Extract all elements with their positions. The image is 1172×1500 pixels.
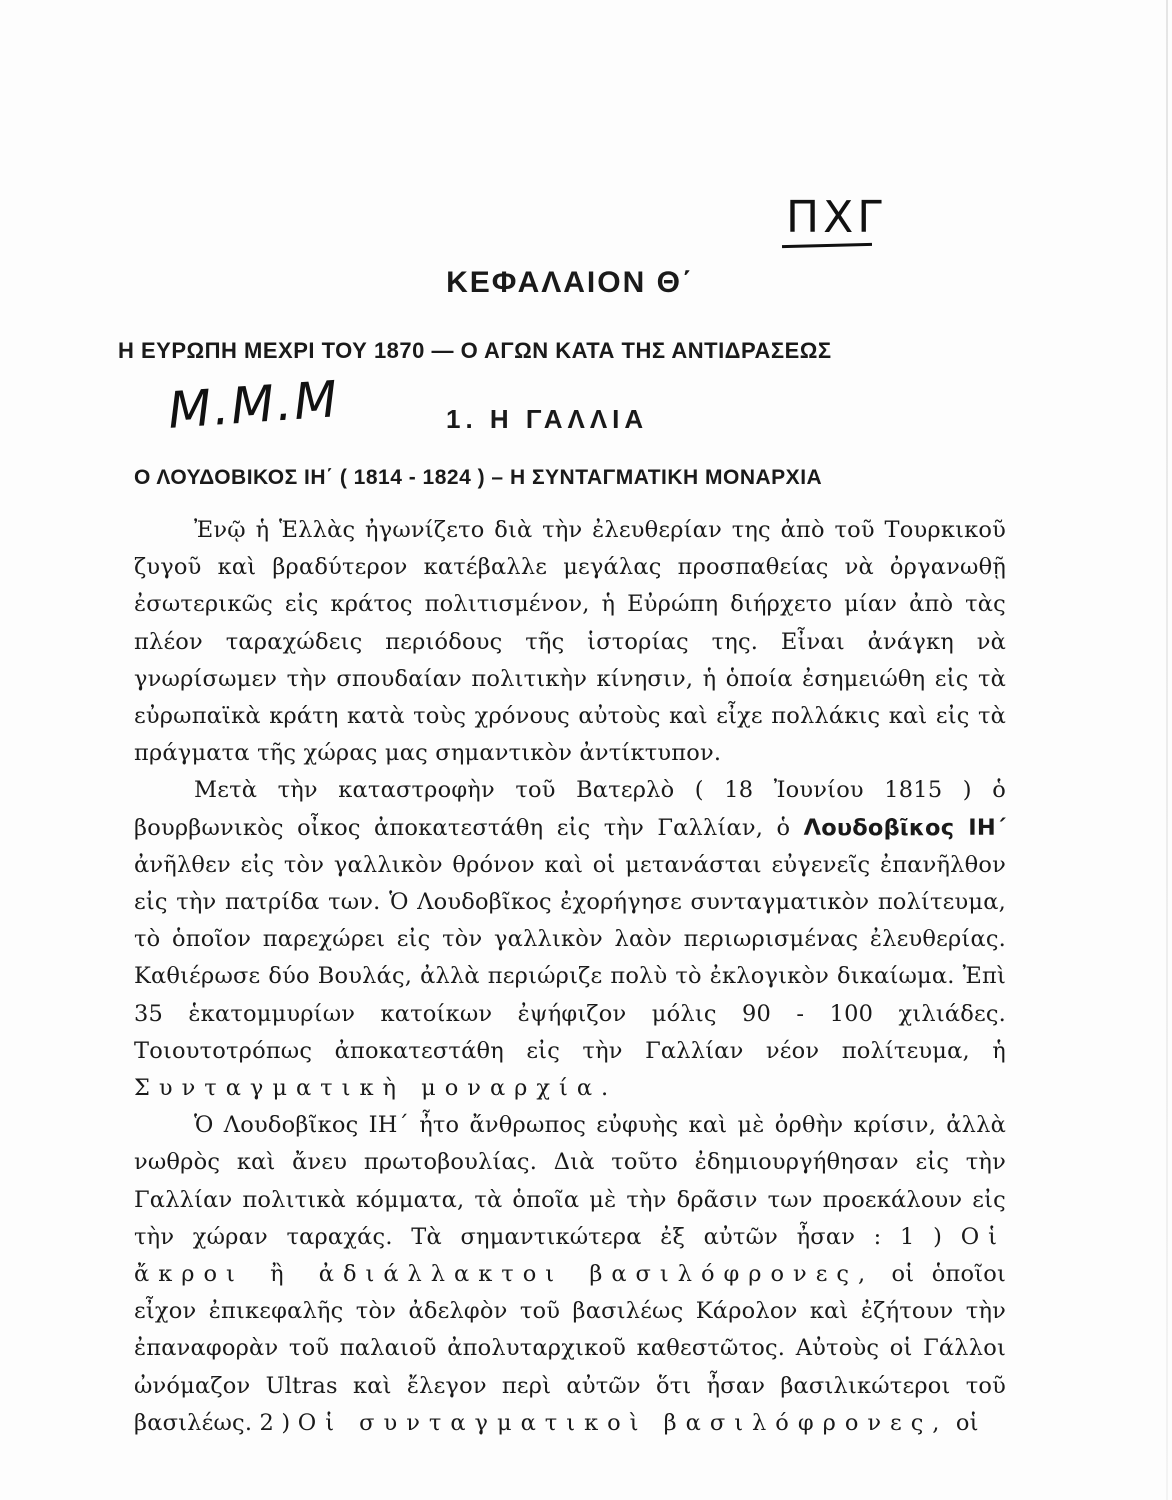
paragraph-3-text-b: οἱ ὁποῖοι εἶχον ἐπικεφαλῆς τὸν ἀδελφὸν τοῦ βασιλέως Κάρολον καὶ ἐζήτουν τὴν ἐπαναφορὰν τοῦ παλαιοῦ ἀπολυταρχικοῦ καθεστῶτος. Αὐτοὺς οἱ Γάλλοι ὠνόμαζον Ultras καὶ ἔλεγον περὶ αὐτῶν ὅτι ἦσαν βασιλικώτεροι τοῦ βασιλέως. 2 ): [134, 1261, 1006, 1436]
subsection-title: Ο ΛΟΥΔΟΒΙΚΟΣ ΙΗ΄ ( 1814 - 1824 ) – Η ΣΥΝΤΑΓΜΑΤΙΚΗ ΜΟΝΑΡΧΙΑ: [134, 466, 823, 489]
chapter-title: ΚΕΦΑΛΑΙΟΝ Θ΄: [446, 266, 694, 299]
spaced-term-constitutional-royalists: Οἱ συνταγματικοὶ βασιλόφρονες,: [297, 1409, 949, 1436]
paragraph-3-text-c: οἱ: [955, 1409, 979, 1436]
bold-name-louis-xviii: Λουδοβῖκος ΙΗ΄: [803, 814, 1007, 841]
section-title: 1. Η ΓΑΛΛΙΑ: [446, 404, 649, 434]
paragraph-3-text-a: Ὁ Λουδοβῖκος ΙΗ΄ ἦτο ἄνθρωπος εὐφυὴς καὶ μὲ ὀρθὴν κρίσιν, ἀλλὰ νωθρὸς καὶ ἄνευ πρωτοβουλίας. Διὰ τοῦτο ἐδημιουργήθησαν εἰς τὴν Γαλλίαν πολιτικὰ κόμματα, τὰ ὁποῖα μὲ τὴν δρᾶσιν των προεκάλουν εἰς τὴν χώραν ταραχάς. Τὰ σημαντικώτερα ἐξ αὐτῶν ἦσαν : 1 ): [134, 1112, 1006, 1250]
paragraph-2-text-b: ἀνῆλθεν εἰς τὸν γαλλικὸν θρόνον καὶ οἱ μετανάσται εὐγενεῖς ἐπανῆλθον εἰς τὴν πατρίδα των. Ὁ Λουδοβῖκος ἐχορήγησε συνταγματικὸν πολίτευμα, τὸ ὁποῖον παρεχώρει εἰς τὸν γαλλικὸν λαὸν περιωρισμένας ἐλευθερίας. Καθιέρωσε δύο Βουλάς, ἀλλὰ περιώριζε πολὺ τὸ ἐκλογικὸν δικαίωμα. Ἐπὶ 35 ἑκατομμυρίων κατοίκων ἐψήφιζον μόλις 90 - 100 χιλιάδες. Τοιουτοτρόπως ἀποκατεστάθη εἰς τὴν Γαλλίαν νέον πολίτευμα, ἡ: [134, 851, 1006, 1064]
reverse-side-bleed-through: [110, 60, 1010, 94]
paragraph-2-text-a: Μετὰ τὴν καταστροφὴν τοῦ Βατερλὸ ( 18 Ἰουνίου 1815 ) ὁ βουρβωνικὸς οἶκος ἀποκατεστάθη εἰς τὴν Γαλλίαν, ὁ: [134, 777, 1006, 841]
handwritten-underline: [782, 243, 872, 248]
spaced-term-constitutional-monarchy: Συνταγματικὴ μοναρχία.: [134, 1075, 618, 1102]
body-text: [134, 512, 1006, 1442]
chapter-subtitle: Η ΕΥΡΩΠΗ ΜΕΧΡΙ ΤΟΥ 1870 — Ο ΑΓΩΝ ΚΑΤΑ ΤΗΣ ΑΝΤΙΔΡΑΣΕΩΣ: [118, 338, 832, 363]
handwritten-page-number: ΠΧΓ: [786, 192, 886, 243]
handwritten-initials: Μ.Μ.Μ: [166, 370, 342, 440]
spaced-term-ultras: Οἱ ἄκροι ἢ ἀδιάλλακτοι βασιλόφρονες,: [134, 1223, 1006, 1288]
paragraph-2: [134, 772, 1006, 1107]
paragraph-1: Ἐνῷ ἡ Ἑλλὰς ἠγωνίζετο διὰ τὴν ἐλευθερίαν της ἀπὸ τοῦ Τουρκικοῦ ζυγοῦ καὶ βραδύτερον κατέβαλλε μεγάλας προσπαθείας νὰ ὀργανωθῇ ἐσωτερικῶς εἰς κράτος πολιτισμένον, ἡ Εὐρώπη διήρχετο μίαν ἀπὸ τὰς πλέον ταραχώδεις περιόδους τῆς ἱστορίας της. Εἶναι ἀνάγκη νὰ γνωρίσωμεν τὴν σπουδαίαν πολιτικὴν κίνησιν, ἡ ὁποία ἐσημειώθη εἰς τὰ εὐρωπαϊκὰ κράτη κατὰ τοὺς χρόνους αὐτοὺς καὶ εἶχε πολλάκις καὶ εἰς τὰ πράγματα τῆς χώρας μας σημαντικὸν ἀντίκτυπον.: [134, 517, 1006, 767]
paragraph-3: [134, 1107, 1006, 1442]
page-edge-shadow: [1166, 0, 1168, 1500]
